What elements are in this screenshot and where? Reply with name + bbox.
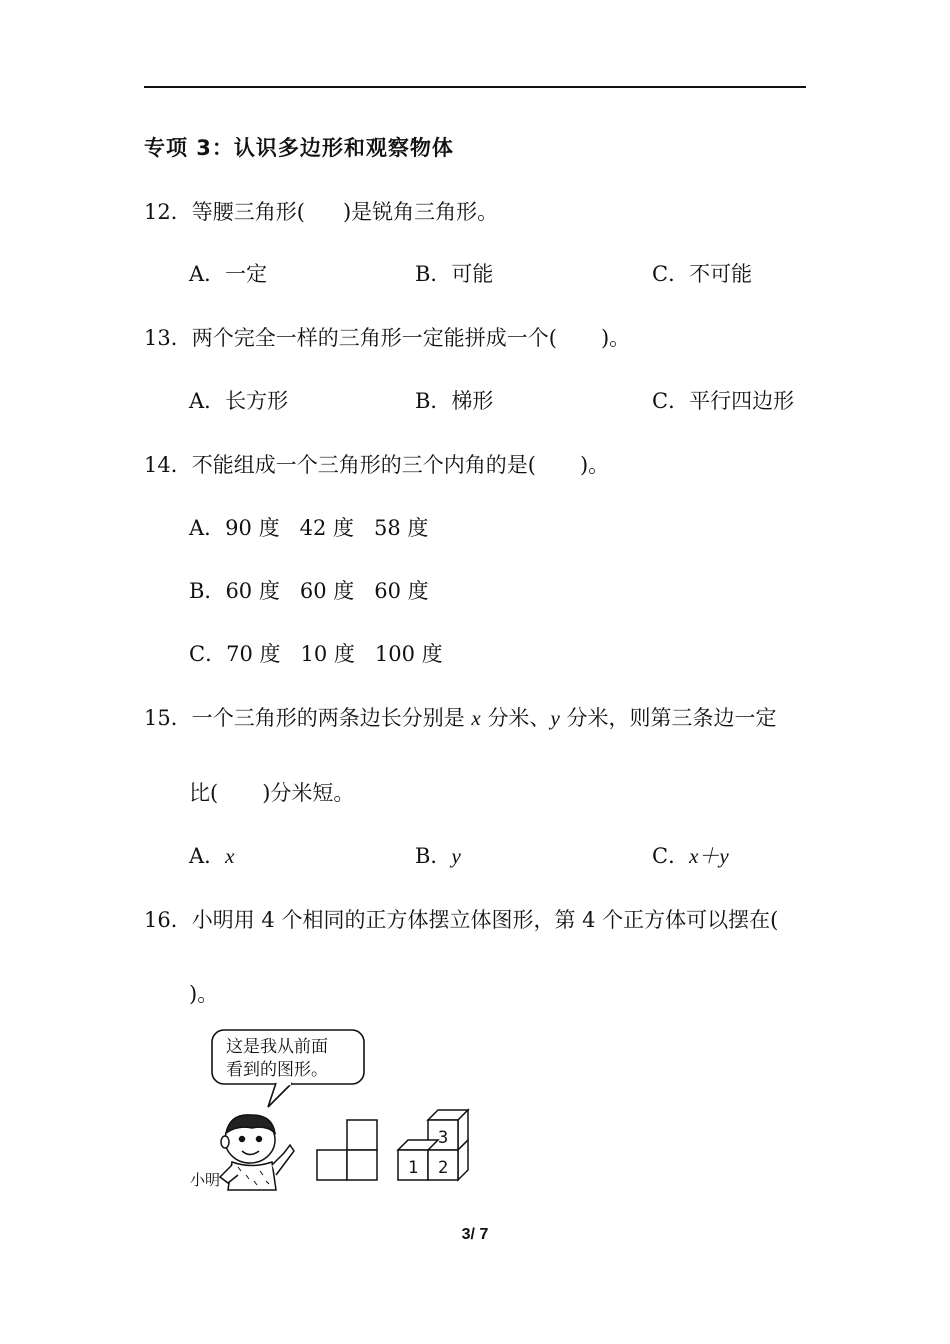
option-b[interactable]: B．梯形: [415, 389, 494, 413]
question-text: 分米、: [487, 706, 551, 730]
question-text: 分米，则第三条边一定: [566, 706, 777, 730]
question-number: 15．: [144, 706, 192, 730]
angle-value: 60 度: [374, 579, 429, 603]
speech-line-2: 看到的图形。: [226, 1060, 328, 1080]
person-label: 小明: [190, 1171, 221, 1189]
question-16: [144, 905, 778, 935]
question-text: 等腰三角形(: [191, 200, 305, 224]
question-text-end: )。: [600, 326, 631, 350]
question-15-line2: [189, 778, 354, 808]
option-c[interactable]: C．x＋y: [652, 844, 729, 868]
header-rule: [144, 86, 806, 88]
angle-value: 70 度: [226, 642, 281, 666]
option-a[interactable]: A．一定: [189, 262, 268, 286]
option-a[interactable]: [189, 513, 428, 543]
question-text-end: )是锐角三角形。: [342, 200, 499, 224]
section-title: 专项 3：认识多边形和观察物体: [144, 136, 454, 160]
option-label: B．: [189, 579, 226, 603]
question-15: [144, 703, 776, 733]
question-14: [144, 450, 609, 480]
question-16-line2: [189, 979, 218, 1009]
boy-icon: [220, 1115, 294, 1190]
angle-value: 10 度: [300, 642, 355, 666]
question-12: [144, 197, 498, 227]
question-text: 比(: [189, 781, 219, 805]
angle-value: 42 度: [299, 516, 354, 540]
option-b[interactable]: B．y: [415, 844, 461, 868]
option-a[interactable]: A．x: [189, 844, 235, 868]
cube-label-2: 2: [438, 1158, 449, 1178]
angle-value: 60 度: [225, 579, 280, 603]
angle-value: 60 度: [299, 579, 355, 603]
cube-label-1: 1: [408, 1158, 419, 1178]
question-16-figure: [180, 1025, 480, 1200]
option-c[interactable]: C．平行四边形: [652, 389, 795, 413]
question-number: 12．: [144, 200, 192, 224]
variable-y: y: [550, 706, 560, 730]
option-label: C．: [189, 642, 227, 666]
page-number: 3/ 7: [461, 1226, 489, 1243]
question-text: 两个完全一样的三角形一定能拼成一个(: [191, 326, 557, 350]
angle-value: 58 度: [373, 516, 429, 540]
question-text-end: )。: [579, 453, 610, 477]
question-number: 14．: [144, 453, 192, 477]
option-label: A．: [189, 516, 226, 540]
angle-value: 90 度: [225, 516, 280, 540]
question-number: 13．: [144, 326, 192, 350]
front-view-shape: [317, 1120, 377, 1180]
question-text-end: )。: [189, 982, 219, 1006]
question-number: 16．: [144, 908, 192, 932]
question-text: 一个三角形的两条边长分别是: [191, 706, 465, 730]
variable-x: x: [471, 706, 481, 730]
speech-line-1: 这是我从前面: [226, 1037, 328, 1057]
option-b[interactable]: B．可能: [415, 262, 494, 286]
question-13: [144, 323, 630, 353]
option-b[interactable]: [189, 576, 429, 606]
question-text: 小明用 4 个相同的正方体摆立体图形，第 4 个正方体可以摆在(: [191, 908, 779, 932]
question-text-end: )分米短。: [262, 781, 355, 805]
option-a[interactable]: A．长方形: [189, 389, 289, 413]
question-text: 不能组成一个三角形的三个内角的是(: [191, 453, 536, 477]
angle-value: 100 度: [374, 642, 443, 666]
cube-label-3: 3: [438, 1128, 449, 1148]
option-c[interactable]: C．不可能: [652, 262, 753, 286]
speech-bubble: [212, 1030, 364, 1107]
option-c[interactable]: [189, 639, 443, 669]
